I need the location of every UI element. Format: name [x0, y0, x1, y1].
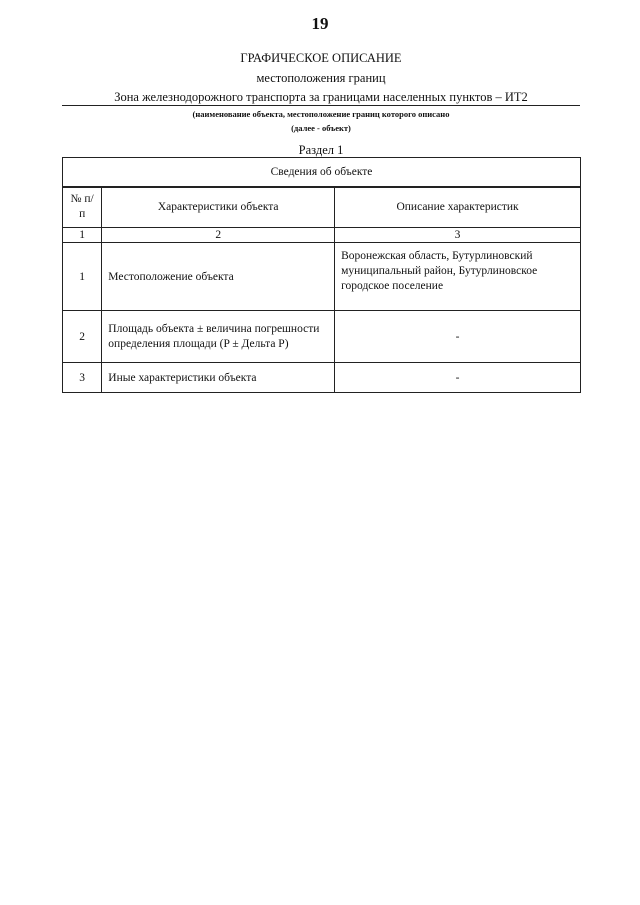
section-heading: Раздел 1: [298, 143, 344, 157]
col-number: 2: [102, 228, 335, 243]
row-description: -: [335, 363, 581, 393]
object-info-table: [62, 157, 581, 393]
object-note-abbrev: (далее - объект): [291, 123, 351, 133]
table-row: [63, 311, 581, 363]
row-num: 1: [63, 243, 102, 311]
row-characteristic: Иные характеристики объекта: [102, 363, 335, 393]
row-num: 2: [63, 311, 102, 363]
row-num: 3: [63, 363, 102, 393]
table-header-row: [63, 187, 581, 228]
table-row: [63, 243, 581, 311]
document-header: [62, 50, 580, 158]
col-number: 1: [63, 228, 102, 243]
table-row: [63, 363, 581, 393]
object-name-note: (наименование объекта, местоположение границ которого описано: [192, 109, 450, 119]
page-number: 19: [311, 14, 329, 33]
row-description: -: [335, 311, 581, 363]
doc-title: ГРАФИЧЕСКОЕ ОПИСАНИЕ: [240, 51, 402, 65]
table-caption: Сведения об объекте: [63, 158, 581, 187]
row-characteristic: Площадь объекта ± величина погрешности определения площади (P ± Дельта P): [102, 311, 335, 363]
table-caption-row: [63, 158, 581, 187]
object-name: Зона железнодорожного транспорта за границами населенных пунктов – ИТ2: [62, 89, 580, 106]
doc-subtitle: местоположения границ: [256, 71, 386, 85]
column-number-row: [63, 228, 581, 243]
col-number: 3: [335, 228, 581, 243]
header-num: № п/п: [63, 187, 102, 228]
row-characteristic: Местоположение объекта: [102, 243, 335, 311]
row-description: Воронежская область, Бутурлиновский муниципальный район, Бутурлиновское городское поселение: [335, 243, 581, 311]
header-description: Описание характеристик: [335, 187, 581, 228]
header-characteristic: Характеристики объекта: [102, 187, 335, 228]
